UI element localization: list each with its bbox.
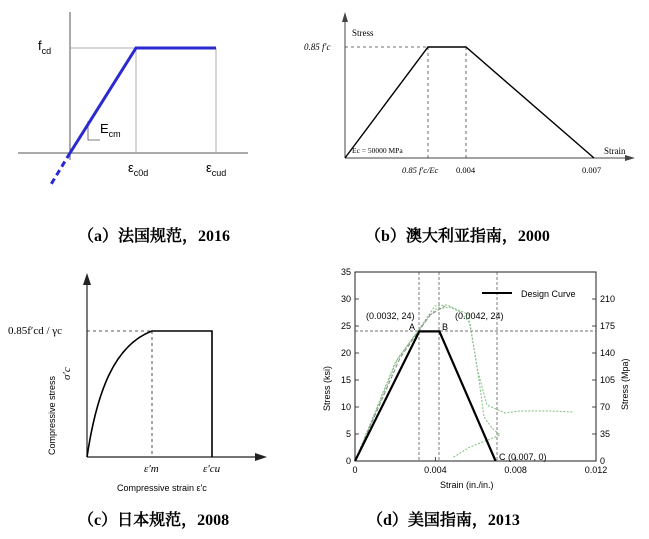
panel-d-y-tick-label: 35 <box>340 267 351 277</box>
panel-d-y2-tick-label: 105 <box>600 375 616 385</box>
panel-d-y-tick-label: 5 <box>345 429 351 439</box>
panel-d-x-tick-label: 0.004 <box>424 465 447 475</box>
panel-d-y-tick-label: 0 <box>345 456 351 466</box>
panel-b-y-tick: 0.85 f′c <box>304 42 331 52</box>
panel-b <box>304 12 635 246</box>
panel-d-x-tick-label: 0.008 <box>504 465 527 475</box>
panel-d-y2-tick-label: 70 <box>600 402 611 412</box>
panel-d-y-title-left: Stress (ksi) <box>322 366 332 411</box>
panel-d-y2-tick-label: 0 <box>600 456 606 466</box>
panel-b-x-tick-3: 0.007 <box>582 165 602 175</box>
panel-d-legend-label: Design Curve <box>521 289 576 299</box>
panel-b-modulus-note: Ec = 50000 MPa <box>352 146 403 155</box>
panel-c-x-tick-2: ε′cu <box>203 463 221 475</box>
panel-d-test-curve-1 <box>355 305 573 461</box>
panel-d-point-c: (0.007, 0) <box>508 452 547 462</box>
panel-a <box>18 12 248 246</box>
panel-d-y-title-right: Stress (Mpa) <box>620 358 630 410</box>
panel-a-dashed-extension <box>50 153 70 186</box>
panel-d-y2-tick-label: 35 <box>600 429 611 439</box>
panel-d-label-a: A <box>409 322 416 332</box>
panel-c-x-tick-1: ε′m <box>144 463 159 475</box>
panel-c-y-symbol: σ′c <box>61 367 73 380</box>
panel-d-y-tick-label: 25 <box>340 321 351 331</box>
panel-d-plot-frame <box>355 272 596 461</box>
panel-d-test-curve-2 <box>356 307 500 460</box>
panel-d-x-tick-label: 0 <box>352 465 358 475</box>
panel-d-label-b: B <box>442 322 449 332</box>
panel-b-caption: （b）澳大利亚指南，2000 <box>365 228 550 245</box>
panel-d-point-b: (0.0042, 24) <box>455 311 504 321</box>
panel-a-x-label-1: $\varepsilon_{c0d}$ <box>128 160 149 178</box>
panel-d-label-c: C <box>499 452 506 462</box>
panel-d-caption: （d）美国指南，2013 <box>367 512 520 529</box>
panel-c <box>8 273 267 530</box>
panel-c-parabola-curve <box>87 331 212 457</box>
panel-c-x-title: Compressive strain ε′c <box>117 483 207 493</box>
panel-b-x-title: Strain <box>604 146 626 156</box>
panel-b-x-tick-2: 0.004 <box>456 165 476 175</box>
panel-d <box>322 267 630 530</box>
panel-c-y-tick: 0.85f′cd / γc <box>8 325 63 337</box>
panel-d-y2-tick-label: 210 <box>600 294 616 304</box>
panel-a-x-label-2: $\varepsilon_{cud}$ <box>206 160 227 178</box>
panel-d-x-title: Strain (in./in.) <box>440 480 494 490</box>
panel-d-test-curve-3 <box>355 306 445 461</box>
panel-d-x-tick-label: 0.012 <box>584 465 608 475</box>
panel-d-y-tick-label: 10 <box>340 402 351 412</box>
panel-c-caption: （c）日本规范，2008 <box>78 512 230 529</box>
panel-d-y-tick-label: 20 <box>340 348 351 358</box>
panel-c-y-title: Compressive stress <box>47 375 57 455</box>
panel-d-design-curve <box>355 331 496 461</box>
panel-a-y-label: $f_{cd}$ <box>38 38 52 56</box>
panel-d-y2-tick-label: 140 <box>600 348 616 358</box>
panel-a-caption: （a）法国规范，2016 <box>78 228 231 245</box>
panel-a-slope-label: $E_{cm}$ <box>100 121 121 139</box>
panel-a-stress-strain-curve <box>70 48 216 153</box>
panel-b-trapezoid-curve <box>345 47 594 158</box>
panel-b-y-title: Stress <box>352 28 374 38</box>
panel-d-y2-tick-label: 175 <box>600 321 616 331</box>
panel-d-y-tick-label: 30 <box>340 294 351 304</box>
panel-b-x-tick-1: 0.85 f′c/Ec <box>402 165 439 175</box>
panel-d-point-a: (0.0032, 24) <box>366 311 415 321</box>
panel-d-y-tick-label: 15 <box>340 375 351 385</box>
